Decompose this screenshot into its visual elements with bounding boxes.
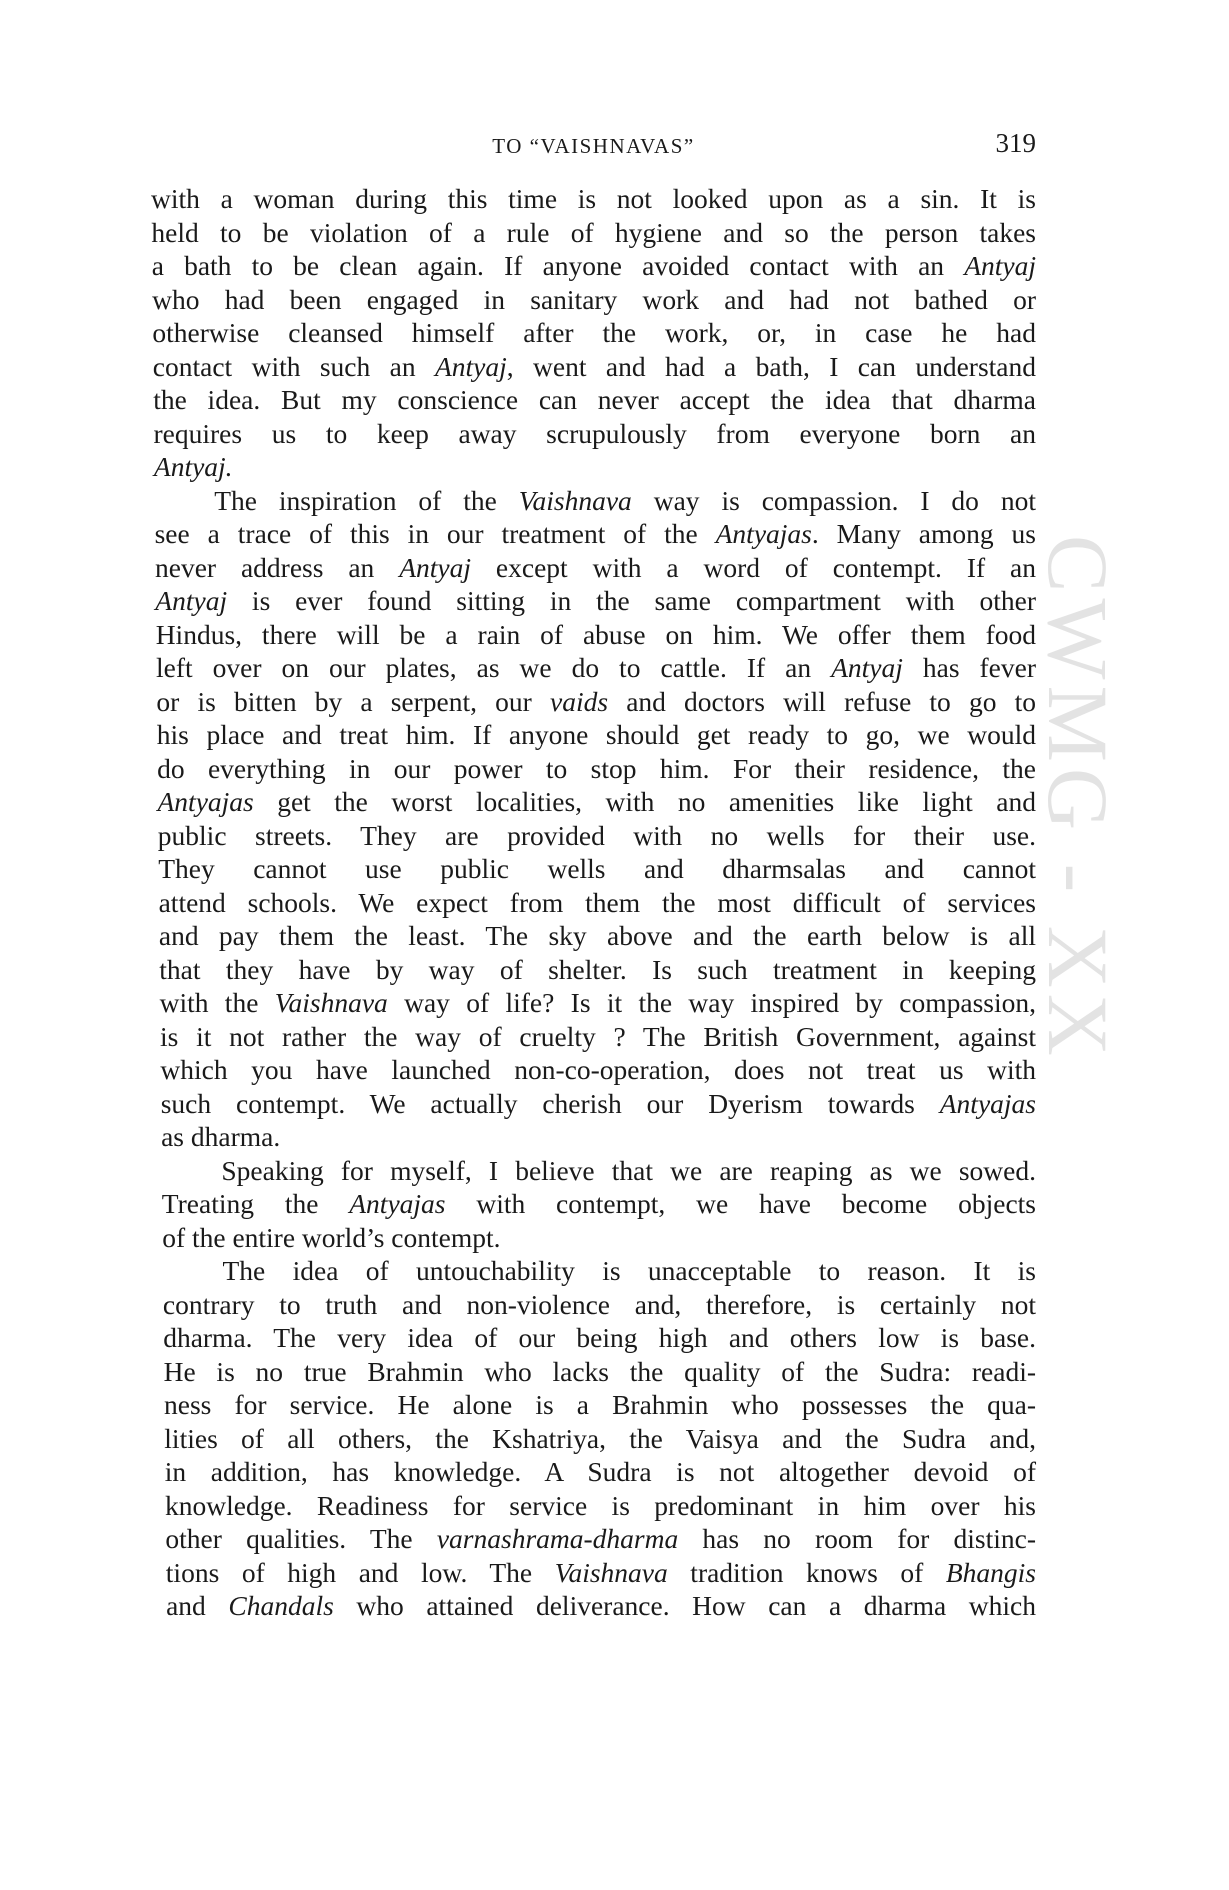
text-segment: is ever found sitting in the same compartment with other: [227, 585, 1036, 616]
text-line: [164, 1355, 1036, 1389]
text-line: [157, 752, 1036, 786]
body-text: [151, 182, 1036, 1623]
text-segment: that they have by way of shelter. Is such treatment in keeping: [159, 953, 1036, 985]
text-segment: who attained deliverance. How can a dharma which: [333, 1590, 1036, 1621]
text-line: [158, 819, 1036, 853]
text-line: [154, 450, 1036, 484]
italic-term: vaids: [549, 685, 609, 717]
text-line: [155, 584, 1036, 618]
text-segment: contrary to truth and non-violence and, therefore, is certainly not: [162, 1288, 1036, 1320]
text-line: [166, 1589, 1036, 1623]
italic-term: Antyaj: [831, 652, 903, 683]
text-segment: other qualities. The: [165, 1523, 437, 1554]
text-segment: such contempt. We actually cherish our Dyerism towards: [160, 1087, 940, 1119]
text-segment: , went and had a bath, I can understand: [506, 350, 1036, 382]
text-line: [159, 953, 1036, 987]
text-line: [152, 283, 1036, 317]
text-segment: Speaking for myself, I believe that we are reaping as we sowed.: [221, 1154, 1036, 1186]
text-segment: He is no true Brahmin who lacks the quality of the Sudra: readi-: [163, 1355, 1036, 1387]
text-segment: tions of high and low. The: [165, 1556, 555, 1588]
text-segment: as dharma.: [161, 1121, 281, 1152]
text-segment: Treating the: [161, 1188, 350, 1219]
text-segment: way of life? Is it the way inspired by compassion,: [387, 987, 1036, 1018]
text-segment: with the: [159, 987, 275, 1018]
text-line: [155, 551, 1036, 585]
text-segment: Hindus, there will be a rain of abuse on him. We offer them food: [155, 618, 1036, 650]
text-segment: get the worst localities, with no amenities like light and: [253, 786, 1036, 817]
text-segment: is it not rather the way of cruelty ? The British Government, against: [160, 1020, 1036, 1052]
italic-term: Vaishnava: [274, 987, 388, 1018]
text-line: [161, 1154, 1036, 1188]
italic-term: Vaishnava: [554, 1556, 668, 1588]
text-segment: has no room for distinc-: [678, 1523, 1037, 1554]
text-line: [164, 1388, 1036, 1422]
text-line: [152, 249, 1036, 283]
text-segment: the idea. But my conscience can never accept the idea that dharma: [153, 384, 1036, 415]
text-segment: . Many among us: [811, 518, 1036, 549]
italic-term: Antyajas: [939, 1087, 1036, 1119]
italic-term: Antyajas: [157, 786, 254, 817]
text-segment: a bath to be clean again. If anyone avoided contact with an: [151, 250, 965, 281]
text-line: [156, 618, 1036, 652]
text-line: [163, 1321, 1036, 1355]
text-segment: of the entire world’s contempt.: [162, 1221, 501, 1253]
text-segment: except with a word of contempt. If an: [471, 551, 1037, 583]
text-line: [163, 1288, 1036, 1322]
text-line: [154, 417, 1037, 451]
text-segment: never address an: [155, 551, 400, 583]
text-segment: do everything in our power to stop him. For their residence, the: [157, 752, 1036, 784]
text-line: [158, 785, 1037, 819]
text-line: [151, 216, 1036, 250]
text-segment: way is compassion. I do not: [631, 484, 1036, 516]
text-segment: see a trace of this in our treatment of the: [154, 518, 716, 549]
italic-term: Antyajas: [349, 1188, 446, 1219]
text-segment: knowledge. Readiness for service is predominant in him over his: [165, 1489, 1036, 1521]
text-line: [165, 1522, 1036, 1556]
text-line: [159, 886, 1036, 920]
italic-term: Chandals: [228, 1590, 334, 1621]
text-segment: and pay them the least. The sky above and the earth below is all: [158, 920, 1036, 951]
italic-term: Bhangis: [945, 1556, 1036, 1588]
italic-term: Antyaj: [155, 585, 228, 616]
text-line: [154, 484, 1036, 518]
italic-term: varnashrama-dharma: [436, 1523, 679, 1554]
text-line: [162, 1187, 1036, 1221]
text-segment: or is bitten by a serpent, our: [156, 685, 550, 717]
text-line: [156, 685, 1036, 719]
text-line: [165, 1489, 1036, 1523]
text-line: [164, 1422, 1036, 1456]
text-line: [151, 182, 1036, 216]
page-header: [151, 128, 1036, 162]
text-segment: public streets. They are provided with no wells for their use.: [157, 819, 1036, 851]
text-line: [160, 1020, 1036, 1054]
text-segment: tradition knows of: [667, 1556, 946, 1588]
text-line: [160, 986, 1036, 1020]
text-line: [158, 852, 1036, 886]
text-segment: his place and treat him. If anyone should get ready to go, we would: [156, 719, 1036, 750]
text-segment: contact with such an: [152, 350, 435, 382]
text-line: [155, 517, 1036, 551]
italic-term: Antyaj: [964, 250, 1036, 281]
text-line: [166, 1556, 1036, 1590]
text-line: [165, 1455, 1036, 1489]
text-segment: left over on our plates, as we do to cattle. If an: [156, 652, 832, 683]
text-segment: otherwise cleansed himself after the work, or, in case he had: [152, 317, 1036, 348]
text-segment: held to be violation of a rule of hygiene and so the person takes: [151, 216, 1036, 248]
text-segment: with contempt, we have become objects: [445, 1188, 1036, 1219]
text-line: [162, 1221, 1036, 1255]
italic-term: Antyaj: [399, 551, 472, 583]
text-line: [159, 919, 1036, 953]
text-line: [163, 1254, 1037, 1288]
text-segment: attend schools. We expect from them the most difficult of services: [158, 886, 1036, 918]
text-segment: The idea of untouchability is unacceptable to reason. It is: [222, 1255, 1036, 1286]
text-line: [153, 350, 1036, 384]
italic-term: Antyajas: [715, 518, 812, 549]
text-segment: The inspiration of the: [214, 484, 519, 516]
text-segment: and doctors will refuse to go to: [608, 685, 1037, 717]
text-segment: in addition, has knowledge. A Sudra is not altogether devoid of: [164, 1456, 1036, 1487]
text-line: [153, 383, 1036, 417]
text-line: [161, 1087, 1036, 1121]
text-segment: who had been engaged in sanitary work and had not bathed or: [152, 283, 1036, 315]
text-segment: and: [166, 1590, 229, 1621]
text-segment: lities of all others, the Kshatriya, the Vaisya and the Sudra and,: [164, 1422, 1036, 1454]
text-segment: with a woman during this time is not looked upon as a sin. It is: [151, 183, 1036, 214]
italic-term: Antyaj.: [153, 451, 233, 482]
page-number: 319: [995, 128, 1036, 158]
italic-term: Vaishnava: [518, 484, 632, 516]
watermark: CWMG - XX: [1030, 535, 1126, 1062]
text-segment: dharma. The very idea of our being high and others low is base.: [163, 1322, 1036, 1353]
text-line: [161, 1120, 1036, 1154]
text-segment: which you have launched non-co-operation, does not treat us with: [160, 1054, 1036, 1085]
text-line: [157, 718, 1036, 752]
text-line: [160, 1053, 1036, 1087]
text-segment: They cannot use public wells and dharmsalas and cannot: [158, 853, 1036, 884]
running-title: TO “VAISHNAVAS”: [492, 134, 695, 158]
italic-term: Antyaj: [434, 350, 507, 382]
text-line: [156, 651, 1036, 685]
text-segment: requires us to keep away scrupulously from everyone born an: [153, 417, 1036, 449]
text-segment: ness for service. He alone is a Brahmin who possesses the qua-: [164, 1389, 1036, 1420]
text-segment: has fever: [902, 652, 1037, 683]
text-line: [152, 316, 1036, 350]
